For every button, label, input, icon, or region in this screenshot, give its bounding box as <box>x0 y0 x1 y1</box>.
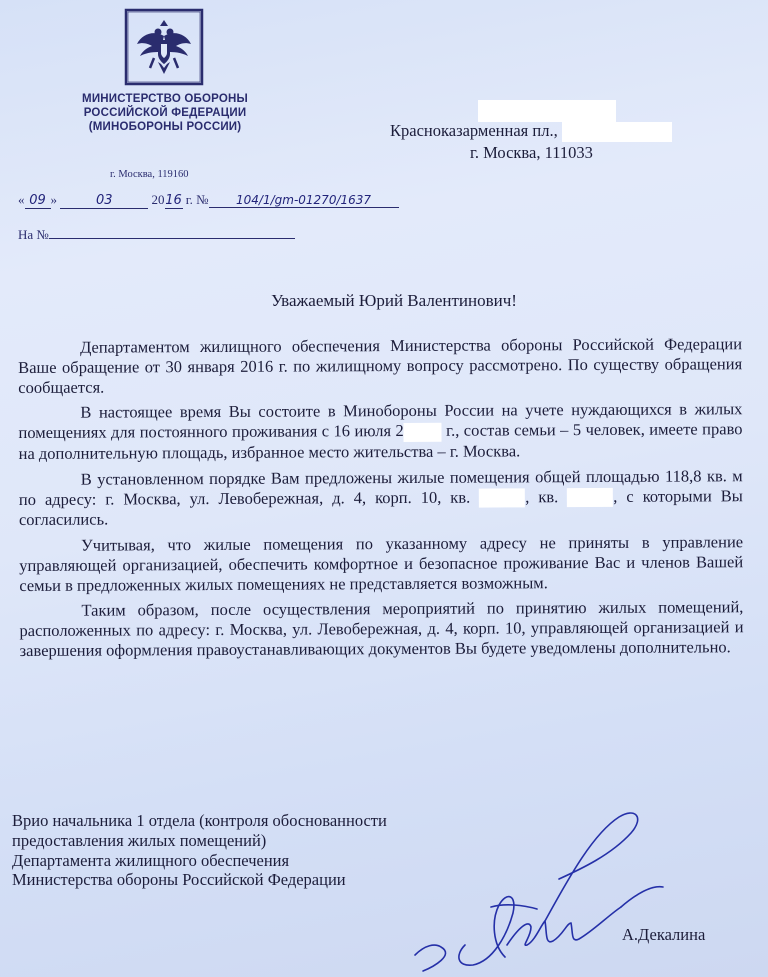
date-year-prefix: 20 <box>151 192 165 207</box>
signatory-line-2: предоставления жилых помещений) <box>12 830 267 850</box>
addressee-address <box>390 120 710 163</box>
signatory-line-3: Департамента жилищного обеспечения <box>12 850 290 870</box>
paragraph-3-start: В установленном порядке Вам предложены жилые помещения общей площадью 118,8 кв. м по адресу: г. Москва, ул. Левобережная, д. 4, корп. 10, кв. <box>18 465 743 509</box>
signer-name: А.Декалина <box>622 925 706 944</box>
document-number: 104/1/gm-01270/1637 <box>209 193 399 208</box>
ministry-name <box>60 92 270 134</box>
signatory-line-4: Министерства обороны Российской Федерации <box>12 870 346 890</box>
paragraph-3 <box>19 466 743 530</box>
redacted-apartment-2 <box>567 488 613 507</box>
paragraph-3-end: , с которыми Вы согласились. <box>18 485 743 530</box>
ministry-line-3: (МИНОБОРОНЫ РОССИИ) <box>88 121 242 133</box>
paragraph-2 <box>18 400 742 464</box>
date-year-unit: г. <box>185 192 193 207</box>
paragraph-3-mid: , кв. <box>525 486 568 506</box>
redacted-year <box>404 423 442 442</box>
address-line-1 <box>390 120 710 142</box>
reply-reference-line <box>18 226 295 243</box>
date-day: 09 <box>25 193 51 209</box>
salutation: Уважаемый Юрий Валентинович! <box>271 291 517 310</box>
paragraph-2-end: г., состав семьи – 5 человек, имеете право на дополнительную площадь, избранное место жительства – г. Москва. <box>18 419 743 463</box>
handwritten-signature <box>395 795 715 977</box>
date-year-suffix: 16 <box>165 193 182 208</box>
ministry-line-2: РОССИЙСКОЙ ФЕДЕРАЦИИ <box>83 107 247 119</box>
double-headed-eagle-emblem-icon <box>124 8 204 86</box>
signatory-line-1: Врио начальника 1 отдела (контроля обоснованности <box>12 811 387 830</box>
paragraph-5: Таким образом, после осуществления мероприятий по принятию жилых помещений, расположенных по адресу: г. Москва, ул. Левобережная, д. 4, корп. 10, управляющей организацией и завершения оформления правоустанавливающих документов Вы будете уведомлены дополнительно. <box>19 597 744 660</box>
reply-to-blank <box>49 226 295 239</box>
address-street: Красноказарменная пл., <box>390 121 558 140</box>
paragraph-2-start: В настоящее время Вы состоите в Минобороны России на учете нуждающихся в жилых помещениях для постоянного проживания с 16 июля 2 <box>18 399 743 443</box>
ministry-line-1: МИНИСТЕРСТВО ОБОРОНЫ <box>82 93 248 105</box>
date-month: 03 <box>60 193 148 209</box>
sender-city-zip: г. Москва, 119160 <box>110 169 189 180</box>
date-close-quote: » <box>50 192 57 207</box>
paragraph-1: Департаментом жилищного обеспечения Министерства обороны Российской Федерации Ваше обращение от 30 января 2016 г. по жилищному вопросу рассмотрено. По существу обращения сообщается. <box>18 334 743 397</box>
redacted-apartment-1 <box>479 489 525 508</box>
number-label: № <box>196 192 209 207</box>
redacted-addressee-name <box>478 100 616 122</box>
address-line-2: г. Москва, 111033 <box>470 143 593 163</box>
redacted-house-number <box>562 122 672 142</box>
reply-to-label: На № <box>18 227 49 242</box>
paragraph-4: Учитывая, что жилые помещения по указанному адресу не приняты в управление управляющей организацией, обеспечить комфортное и безопасное проживание Вас и членов Вашей семьи в предложенных жилых помещениях не представляется возможным. <box>19 532 744 595</box>
date-number-line <box>18 192 399 209</box>
date-open-quote: « <box>18 192 25 207</box>
letter-body <box>18 334 744 667</box>
